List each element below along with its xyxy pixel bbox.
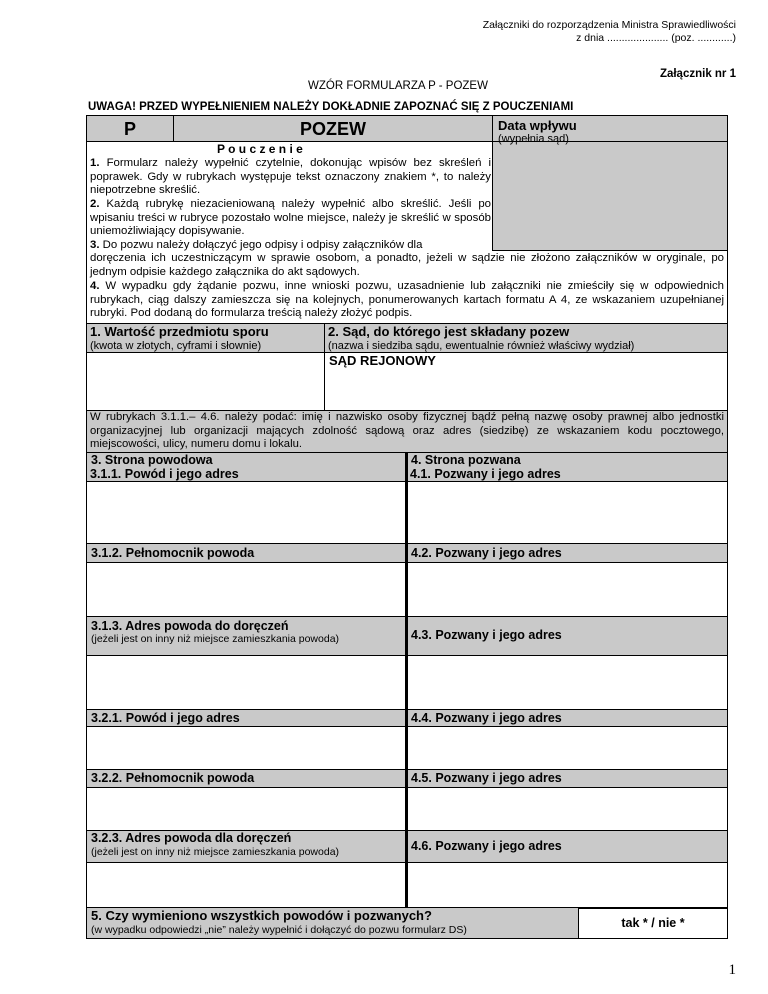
defendant-1-input[interactable] [406,481,728,544]
instruction-1-text: Formularz należy wypełnić czytelnie, dokonując wpisów bez skreśleń i poprawek. Gdy w rubrykach występuje tekst oznaczony znakiem *, to należy niepotrzebne skreślić. [90,157,491,197]
defendant-3-input[interactable] [406,655,728,710]
row-2-right-header [406,543,728,563]
plaintiff-2-attorney-input[interactable] [86,787,407,831]
plaintiff-address-input[interactable] [86,655,407,710]
row-3-left-label: 3.1.3. Adres powoda do doręczeń [91,619,289,633]
section-2-sub: (nazwa i siedziba sądu, ewentualnie również właściwy wydział) [328,340,635,352]
row-4-right-label: 4.4. Pozwany i jego adres [411,711,562,725]
plaintiff-1-input[interactable] [86,481,407,544]
row-3-left-sub: (jeżeli jest on inny niż miejsce zamieszkania powoda) [91,633,340,645]
section-5-answer[interactable]: tak * / nie * [578,907,728,939]
parties-table [86,452,728,909]
defendant-6-input[interactable] [406,862,728,909]
regulation-line-1: Załączniki do rozporządzenia Ministra Sprawiedliwości [482,19,736,31]
row-6-left-sub: (jeżeli jest on inny niż miejsce zamieszkania powoda) [91,846,340,858]
section-1-header [86,323,325,353]
section-5-header [86,907,579,939]
plaintiff-attorney-input[interactable] [86,562,407,617]
plaintiff-2-input[interactable] [86,726,407,770]
row-4-left-label: 3.2.1. Powód i jego adres [91,711,240,725]
row-4-left-header [86,709,407,727]
section-1-sub: (kwota w złotych, cyframi i słownie) [90,340,262,352]
row-1-left-label: 3.1.1. Powód i jego adres [90,467,239,481]
instruction-4-text: W wypadku gdy żądanie pozwu, inne wnioski pozwu, uzasadnienie lub załączniki nie zmieściły się w odpowiednich rubrykach, ciąg dalszy zamieszcza się na kolejnych, ponumerowanych kartach formatu A 4, ze wskazaniem uzupełnianej rubryki. Pod dodaną do formularza treścią należy złożyć podpis. [90,280,724,320]
parties-note: W rubrykach 3.1.1.– 4.6. należy podać: imię i nazwisko osoby fizycznej bądź pełną nazwę osoby prawnej albo jednostki organizacyjnej lub organizacji mających zdolność sądową oraz adres (siedzibę) ze wskazaniem kodu pocztowego, miejscowości, ulicy, numeru domu i lokalu. [86,410,728,453]
instructions-box [86,141,728,324]
section-4-title: 4. Strona pozwana [411,453,521,467]
regulation-header [483,19,736,45]
section-5-sub: (w wypadku odpowiedzi „nie” należy wypełnić i dołączyć do pozwu formularz DS) [91,924,467,936]
row-5-right-label: 4.5. Pozwany i jego adres [411,771,562,785]
row-3-right-label: 4.3. Pozwany i jego adres [411,628,562,642]
row-6-left-label: 3.2.3. Adres powoda dla doręczeń [91,831,292,845]
instruction-3-text-a: Do pozwu należy dołączyć jego odpisy i odpisy załączników dla [102,239,423,251]
row-3-left-header [86,616,407,656]
row-2-right-label: 4.2. Pozwany i jego adres [411,546,562,560]
warning-text: UWAGA! PRZED WYPEŁNIENIEM NALEŻY DOKŁADNIE ZAPOZNAĆ SIĘ Z POUCZENIAMI [88,101,574,113]
date-received-title: Data wpływu [498,118,577,133]
defendant-2-input[interactable] [406,562,728,617]
row-3-right-header [406,616,728,656]
plaintiff-2-address-input[interactable] [86,862,407,909]
row-5-left-header [86,769,407,788]
row-5-left-label: 3.2.2. Pełnomocnik powoda [91,771,255,785]
date-received-sub: (wypełnia sąd) [498,133,569,145]
court-input[interactable] [324,352,728,411]
form-name: POZEW [173,115,493,142]
row-4-right-header [406,709,728,727]
defendant-4-input[interactable] [406,726,728,770]
instruction-3-text-b: doręczenia ich uczestniczącym w sprawie osobom, a ponadto, jeżeli w sądzie nie złożono załączników w oryginale, po jednym odpisie każdego załącznika do akt sądowych. [90,252,724,278]
defendant-5-input[interactable] [406,787,728,831]
instruction-1 [90,157,491,198]
section-2-header [324,323,728,353]
regulation-line-2: z dnia ..................... (poz. ............) [576,32,736,44]
row-2-left-header [86,543,407,563]
instruction-3-start [90,239,491,253]
instruction-1-number: 1. [90,157,100,169]
form-code: P [86,115,174,142]
row-2-left-label: 3.1.2. Pełnomocnik powoda [91,546,255,560]
form-title: WZÓR FORMULARZA P - POZEW [308,80,488,92]
row-6-right-label: 4.6. Pozwany i jego adres [411,839,562,853]
instruction-3-number: 3. [90,239,100,251]
instruction-2-number: 2. [90,198,100,210]
row-6-right-header [406,830,728,863]
row-6-left-header [86,830,407,863]
dispute-value-input[interactable] [86,352,325,411]
row-1-right-label: 4.1. Pozwany i jego adres [410,467,561,481]
section-1-title: 1. Wartość przedmiotu sporu [90,324,269,339]
instruction-2 [90,198,491,239]
section-5-title: 5. Czy wymieniono wszystkich powodów i pozwanych? [91,908,432,923]
instruction-2-text: Każdą rubrykę niezacieniowaną należy wypełnić albo skreślić. Jeśli po wpisaniu treści w rubryce pozostało wolne miejsce, należy je skreślić w sposób uniemożliwiający dopisywanie. [90,198,491,238]
section-3-title: 3. Strona powodowa [91,453,213,467]
court-value: SĄD REJONOWY [329,353,436,368]
page-number: 1 [728,962,736,978]
instruction-4-number: 4. [90,280,100,292]
column-divider [405,452,408,909]
row-5-right-header [406,769,728,788]
instructions-heading: P o u c z e n i e [217,142,303,156]
section-2-title: 2. Sąd, do którego jest składany pozew [328,324,570,339]
instruction-4 [90,280,724,321]
annex-label: Załącznik nr 1 [659,68,736,80]
